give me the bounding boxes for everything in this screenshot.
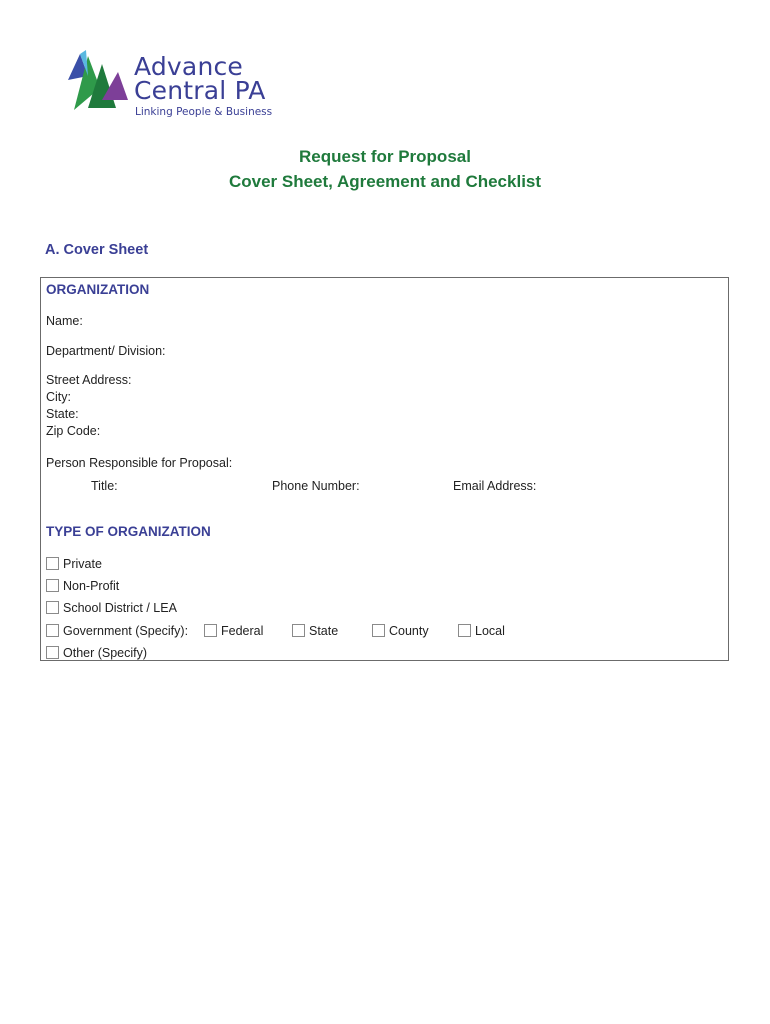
- private-checkbox[interactable]: [46, 557, 59, 570]
- federal-label: Federal: [221, 624, 264, 638]
- school-district-label: School District / LEA: [63, 601, 177, 615]
- logo-name-line1: Advance: [134, 52, 244, 81]
- name-label: Name:: [46, 314, 83, 328]
- email-address-label: Email Address:: [453, 479, 537, 493]
- street-address-label: Street Address:: [46, 373, 132, 387]
- other-checkbox[interactable]: [46, 646, 59, 659]
- federal-checkbox[interactable]: [204, 624, 217, 637]
- private-label: Private: [63, 557, 102, 571]
- non-profit-label: Non-Profit: [63, 579, 120, 593]
- section-heading: A. Cover Sheet: [45, 242, 149, 258]
- other-label: Other (Specify): [63, 646, 148, 660]
- state-option-label: State: [309, 624, 339, 638]
- department-label: Department/ Division:: [46, 344, 166, 358]
- government-label: Government (Specify):: [63, 624, 189, 638]
- advance-central-pa-logo: [66, 50, 276, 122]
- government-checkbox[interactable]: [46, 624, 59, 637]
- zip-code-label: Zip Code:: [46, 424, 101, 438]
- org-type-heading: TYPE OF ORGANIZATION: [46, 524, 211, 539]
- cover-sheet-form: [40, 277, 729, 661]
- state-checkbox[interactable]: [292, 624, 305, 637]
- logo-name-line2: Central PA: [134, 76, 266, 105]
- organization-heading: ORGANIZATION: [46, 282, 150, 297]
- document-title: Request for Proposal: [299, 147, 471, 166]
- title-label: Title:: [91, 479, 118, 493]
- school-district-checkbox[interactable]: [46, 601, 59, 614]
- state-label: State:: [46, 407, 79, 421]
- document-subtitle: Cover Sheet, Agreement and Checklist: [228, 172, 542, 191]
- local-checkbox[interactable]: [458, 624, 471, 637]
- phone-number-label: Phone Number:: [272, 479, 360, 493]
- non-profit-checkbox[interactable]: [46, 579, 59, 592]
- county-checkbox[interactable]: [372, 624, 385, 637]
- city-label: City:: [46, 390, 71, 404]
- mountain-logo-icon: [66, 50, 132, 114]
- person-responsible-label: Person Responsible for Proposal:: [46, 456, 233, 470]
- logo-tagline: Linking People & Business: [135, 106, 273, 118]
- county-label: County: [389, 624, 429, 638]
- local-label: Local: [475, 624, 505, 638]
